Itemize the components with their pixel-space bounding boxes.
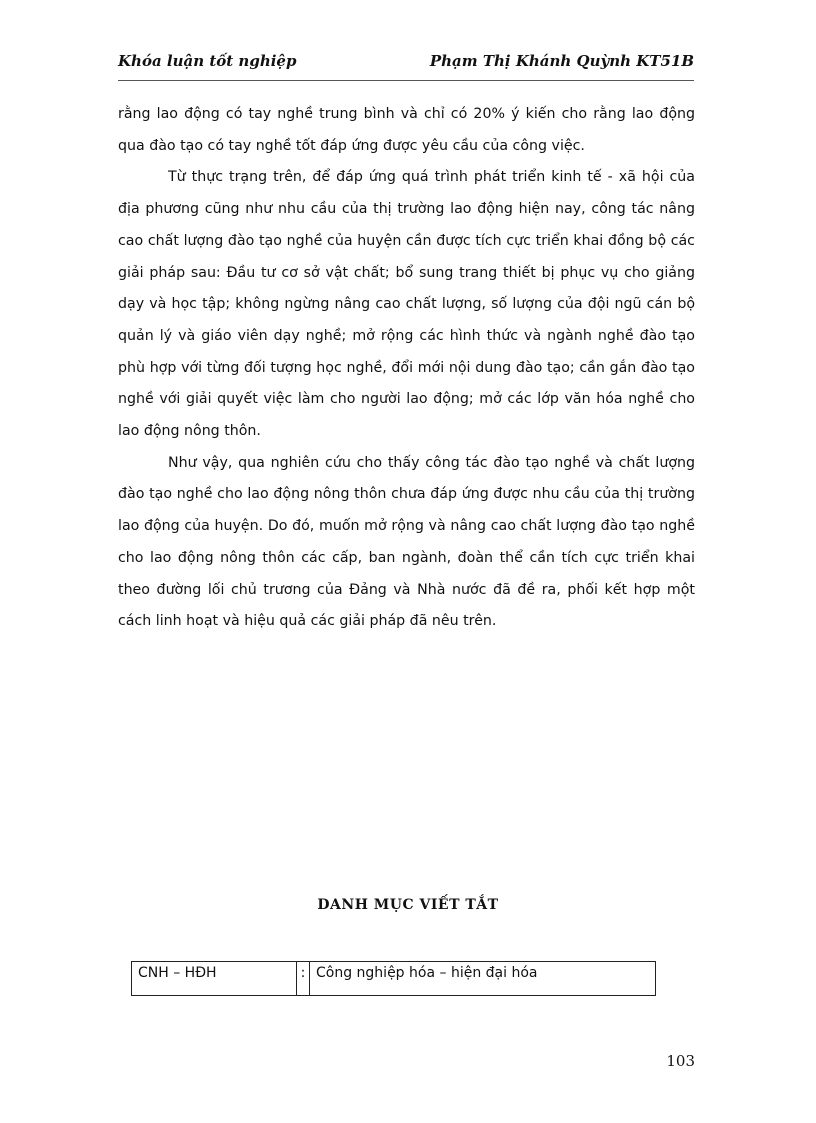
meaning-cell: Công nghiệp hóa – hiện đại hóa <box>310 962 656 996</box>
header-divider <box>118 80 694 81</box>
abbr-cell: CNH – HĐH <box>132 962 297 996</box>
paragraph-conclusion: Như vậy, qua nghiên cứu cho thấy công tác đào tạo nghề và chất lượng đào tạo nghề cho lao động nông thôn chưa đáp ứng được nhu cầu của thị trường lao động của huyện. Do đó, muốn mở rộng và nâng cao chất lượng đào tạo nghề cho lao động nông thôn các cấp, ban ngành, đoàn thể cần tích cực triển khai theo đường lối chủ trương của Đảng và Nhà nước đã đề ra, phối kết hợp một cách linh hoạt và hiệu quả các giải pháp đã nêu trên. <box>118 454 695 630</box>
header-author: Phạm Thị Khánh Quỳnh KT51B <box>429 52 694 70</box>
abbreviations-table <box>131 961 656 996</box>
paragraph-continuation: rằng lao động có tay nghề trung bình và chỉ có 20% ý kiến cho rằng lao động qua đào tạo có tay nghề tốt đáp ứng được yêu cầu của công việc. <box>118 106 695 154</box>
page-header <box>118 52 694 76</box>
header-thesis-title: Khóa luận tốt nghiệp <box>118 52 297 70</box>
abbreviations-title: DANH MỤC VIẾT TẮT <box>317 897 499 913</box>
table-row <box>132 962 656 996</box>
page-number: 103 <box>666 1052 695 1070</box>
paragraph-solutions: Từ thực trạng trên, để đáp ứng quá trình phát triển kinh tế - xã hội của địa phương cũng như nhu cầu của thị trường lao động hiện nay, công tác nâng cao chất lượng đào tạo nghề của huyện cần được tích cực triển khai đồng bộ các giải pháp sau: Đầu tư cơ sở vật chất; bổ sung trang thiết bị phục vụ cho giảng dạy và học tập; không ngừng nâng cao chất lượng, số lượng của đội ngũ cán bộ quản lý và giáo viên dạy nghề; mở rộng các hình thức và ngành nghề đào tạo phù hợp với từng đối tượng học nghề, đổi mới nội dung đào tạo; cần gắn đào tạo nghề với giải quyết việc làm cho người lao động; mở các lớp văn hóa nghề cho lao động nông thôn. <box>118 169 695 440</box>
separator-cell: : <box>297 962 310 996</box>
body-text <box>118 99 695 638</box>
